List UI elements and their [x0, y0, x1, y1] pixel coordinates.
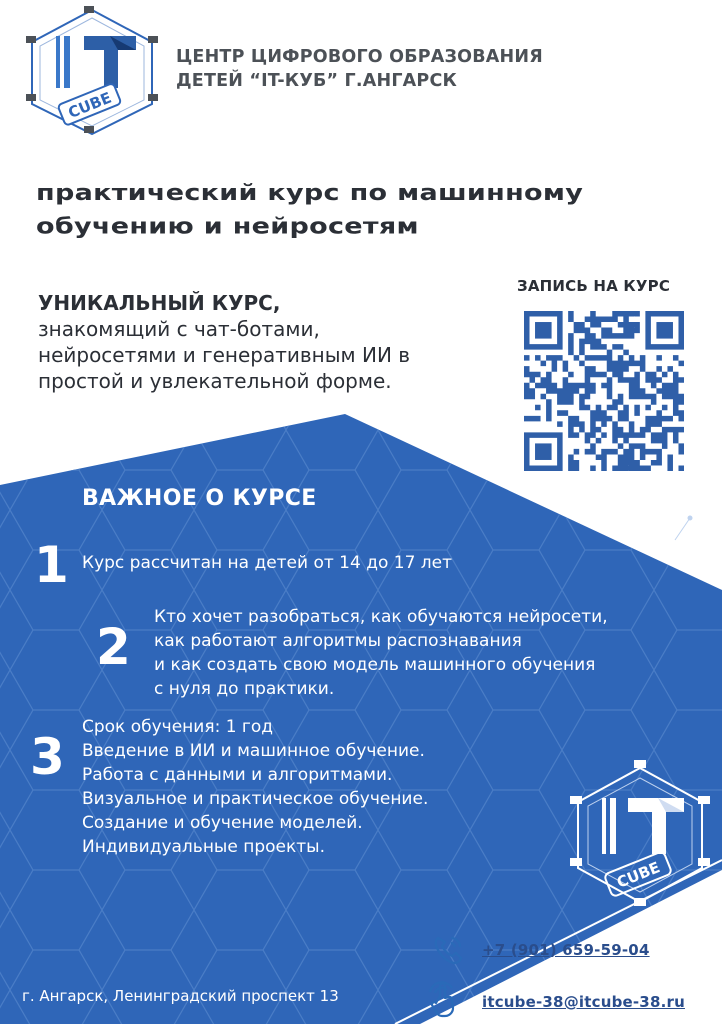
item-text: [154, 605, 608, 701]
lead-strong: УНИКАЛЬНЫЙ КУРС,: [38, 291, 281, 315]
item-line: Работа с данными и алгоритмами.: [82, 765, 393, 785]
item-line: Курс рассчитан на детей от 14 до 17 лет: [82, 553, 453, 573]
lead-line: нейросетями и генеративным ИИ в: [38, 343, 411, 367]
course-title: [36, 176, 716, 243]
phone-link[interactable]: +7 (901) 659-59-04: [482, 941, 650, 959]
lead-line: знакомящий с чат-ботами,: [38, 317, 320, 341]
it-cube-logo-white: [566, 758, 714, 908]
item-number: 1: [34, 536, 69, 594]
item-line: Введение в ИИ и машинное обучение.: [82, 741, 425, 761]
item-line: Визуальное и практическое обучение.: [82, 789, 429, 809]
it-cube-logo: [24, 6, 160, 136]
item-text: [82, 551, 452, 575]
org-name-line1: ЦЕНТР ЦИФРОВОГО ОБРАЗОВАНИЯ: [176, 47, 543, 67]
item-line: Индивидуальные проекты.: [82, 837, 325, 857]
address: г. Ангарск, Ленинградский проспект 13: [22, 987, 339, 1005]
item-text: [82, 715, 428, 859]
item-number: 2: [96, 618, 131, 676]
qr-code-icon[interactable]: [524, 311, 684, 471]
lead-line: простой и увлекательной форме.: [38, 369, 392, 393]
section-title: ВАЖНОЕ О КУРСЕ: [82, 486, 317, 511]
item-line: и как создать свою модель машинного обучения: [154, 655, 596, 675]
item-line: Кто хочет разобраться, как обучаются нейросети,: [154, 607, 608, 627]
lead-text: [38, 290, 478, 394]
registration-label: ЗАПИСЬ НА КУРС: [517, 277, 671, 295]
org-name-line2: ДЕТЕЙ “IT-КУБ” Г.АНГАРСК: [176, 71, 457, 91]
item-line: с нуля до практики.: [154, 679, 335, 699]
item-line: Срок обучения: 1 год: [82, 717, 274, 737]
touch-icon: [424, 976, 468, 1020]
phone-icon: [430, 932, 466, 968]
item-line: как работают алгоритмы распознавания: [154, 631, 522, 651]
item-line: Создание и обучение моделей.: [82, 813, 363, 833]
item-number: 3: [30, 728, 65, 786]
svg-text:CUBE: CUBE: [65, 88, 115, 123]
email-link[interactable]: itcube-38@itcube-38.ru: [482, 993, 685, 1011]
org-name: [176, 45, 543, 93]
course-title-line1: практический курс по машинному: [36, 180, 584, 206]
svg-text:CUBE: CUBE: [614, 858, 663, 892]
course-title-line2: обучению и нейросетям: [36, 213, 419, 240]
